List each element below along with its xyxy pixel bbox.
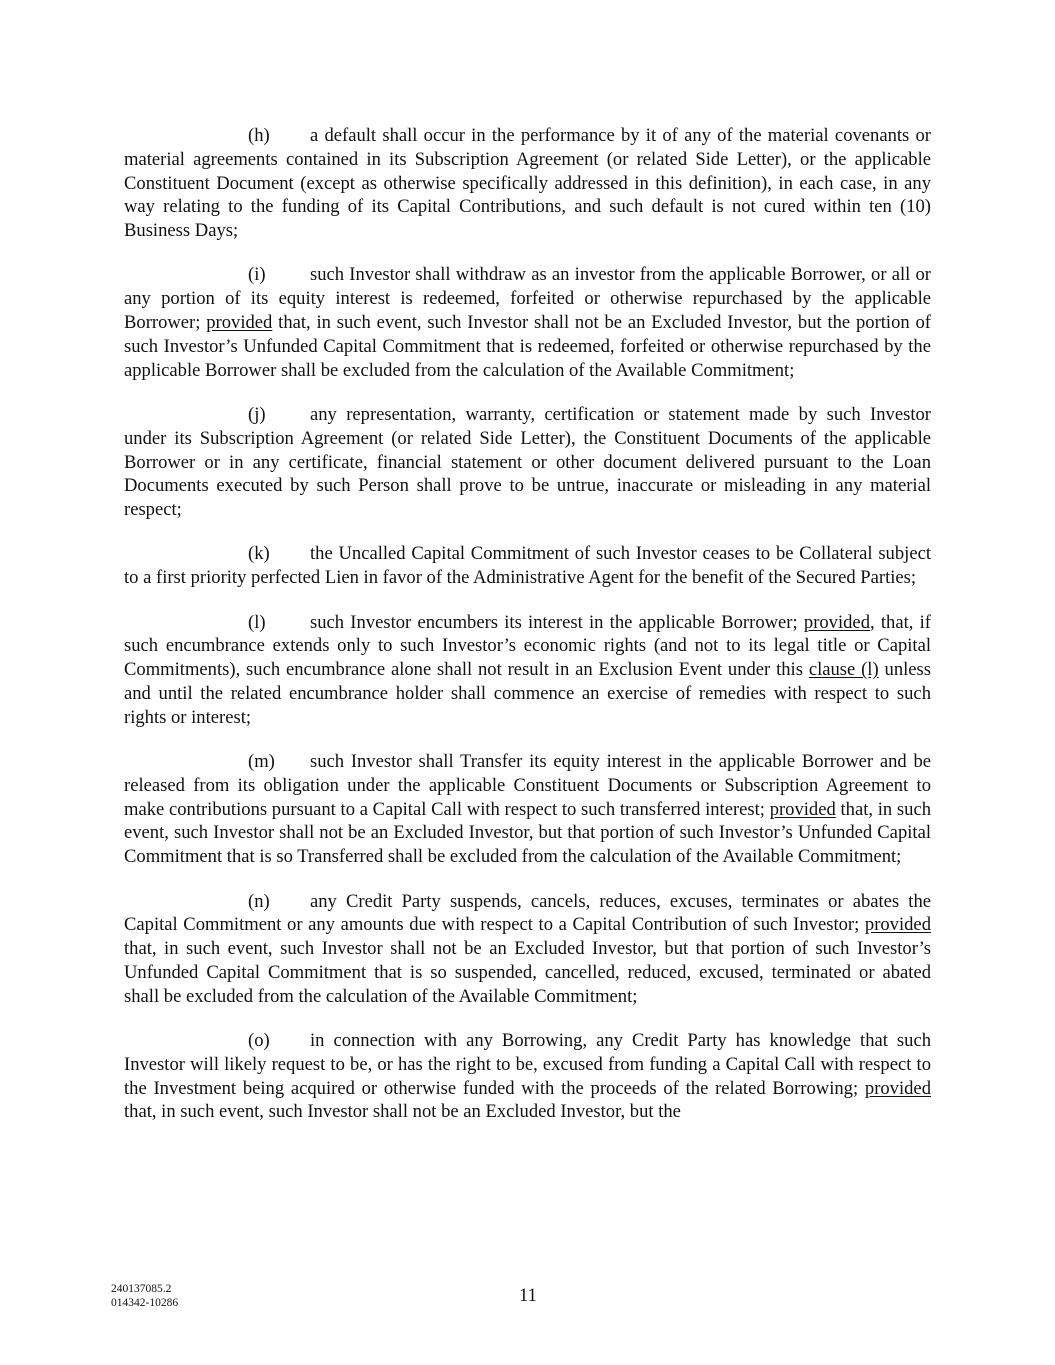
proviso-term: provided [769,798,836,820]
clause-text: such Investor encumbers its interest in the applicable Borrower; [310,611,804,633]
clause-o [124,1029,931,1124]
clause-text: in connection with any Borrowing, any Credit Party has knowledge that such Investor will likely request to be, or has the right to be, excused from funding a Capital Call with respect to the Investment being acquired or otherwise funded with the proceeds of the related Borrowing; [124,1030,931,1099]
clause-text: such Investor shall Transfer its equity interest in the applicable Borrower and be released from its obligation under the applicable Constituent Documents or Subscription Agreement to make contributions pursuant to a Capital Call with respect to such transferred interest; [124,751,931,820]
clause-h [124,124,931,243]
proviso-term: provided [864,914,931,936]
clause-k [124,542,931,590]
clause-text: such Investor shall withdraw as an investor from the applicable Borrower, or all or any portion of its equity interest is redeemed, forfeited or otherwise repurchased by the applicable Borrower; [124,264,931,334]
clause-l [124,611,931,730]
clause-label: (i) [248,264,266,286]
clause-text: that, in such event, such Investor shall not be an Excluded Investor, but the portion of such Investor’s Unfunded Capital Commitment that is redeemed, forfeited or otherwise repurchased by the applicable Borrower shall be excluded from the calculation of the Available Commitment; [124,312,931,381]
clause-text: that, in such event, such Investor shall not be an Excluded Investor, but that portion of such Investor’s Unfunded Capital Commitment that is so suspended, cancelled, reduced, excused, terminated or abated shall be excluded from the calculation of the Available Commitment; [124,938,931,1007]
clause-reference: clause (l) [808,659,879,681]
proviso-term: provided [803,611,870,633]
clause-label: (k) [248,543,270,565]
clause-text: a default shall occur in the performance by it of any of the material covenants or material agreements contained in its Subscription Agreement (or related Side Letter), or the applicable Constituent Document (except as otherwise specifically addressed in this definition), in each case, in any way relating to the funding of its Capital Contributions, and such default is not cured within ten (10) Business Days; [124,125,931,242]
clause-text: , that, if such encumbrance extends only to such Investor’s economic rights (and not to its legal title or Capital Commitments), such encumbrance alone shall not result in an Exclusion Event under this [124,611,931,681]
clause-text: that, in such event, such Investor shall not be an Excluded Investor, but the [124,1101,681,1123]
document-id: 240137085.2 [111,1283,172,1295]
clause-m [124,750,931,869]
clause-label: (m) [248,751,275,773]
clause-text: unless and until the related encumbrance holder shall commence an exercise of remedies with respect to such rights or interest; [124,659,932,728]
clause-label: (h) [248,125,270,146]
proviso-term: provided [206,312,273,334]
clause-n [124,890,931,1009]
document-footer-ids [111,1283,178,1310]
clause-text: that, in such event, such Investor shall not be an Excluded Investor, but that portion of such Investor’s Unfunded Capital Commitment that is so Transferred shall be excluded from the calculation of the Available Commitment; [124,798,931,868]
clause-label: (n) [248,890,270,912]
clause-j [124,403,931,522]
page-number: 11 [519,1285,537,1306]
document-body [124,124,931,1145]
clause-label: (j) [248,403,266,425]
clause-label: (l) [248,611,266,633]
clause-i [124,263,931,382]
clause-label: (o) [248,1030,270,1051]
clause-text: any representation, warranty, certification or statement made by such Investor under its Subscription Agreement (or related Side Letter), the Constituent Documents of the applicable Borrower or in any certificate, financial statement or other document delivered pursuant to the Loan Documents executed by such Person shall prove to be untrue, inaccurate or misleading in any material respect; [124,403,931,521]
matter-number: 014342-10286 [111,1296,179,1309]
proviso-term: provided [864,1077,931,1099]
clause-text: any Credit Party suspends, cancels, reduces, excuses, terminates or abates the Capital Commitment or any amounts due with respect to a Capital Contribution of such Investor; [124,890,931,936]
clause-text: the Uncalled Capital Commitment of such Investor ceases to be Collateral subject to a first priority perfected Lien in favor of the Administrative Agent for the benefit of the Secured Parties; [124,543,931,589]
